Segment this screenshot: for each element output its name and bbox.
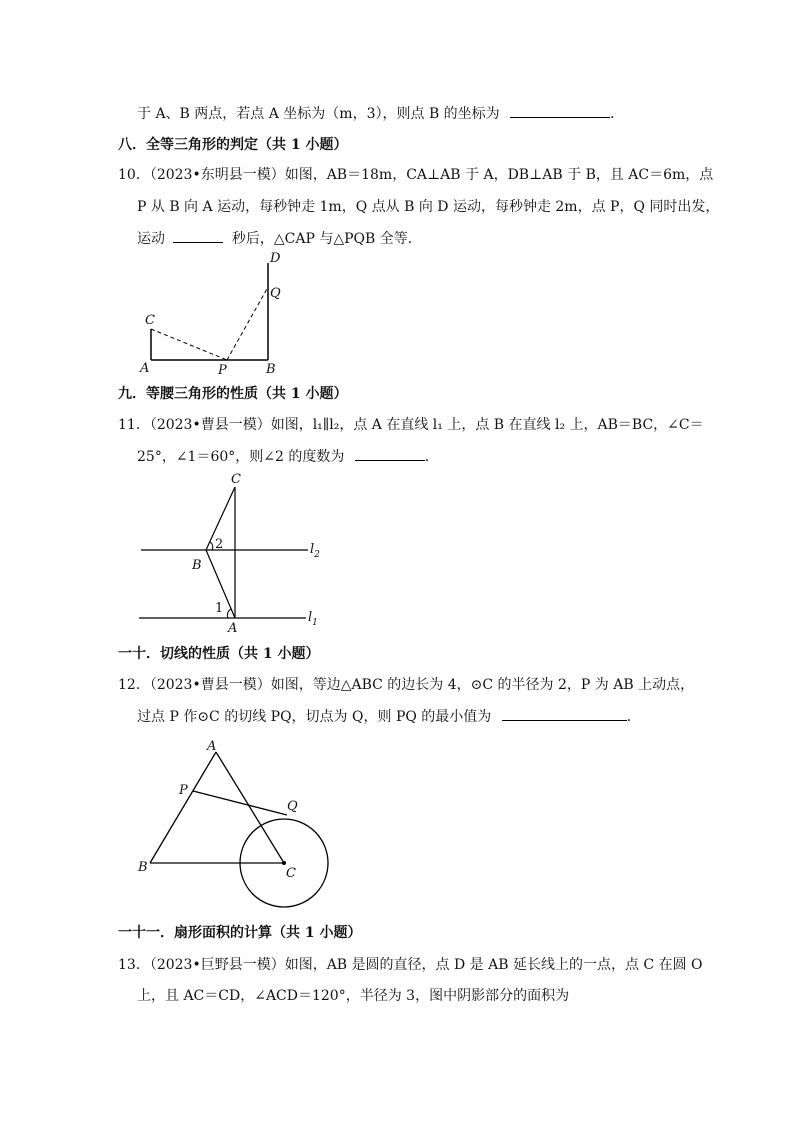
label-c: C [231,472,241,487]
label-c: C [286,866,296,881]
label-a: A [228,621,238,636]
label-angle-2: 2 [215,537,224,552]
question-11-line-2: 25°，∠1＝60°，则∠2 的度数为 ． [137,446,439,467]
segment-pq [193,791,287,815]
answer-blank[interactable] [355,446,425,461]
question-10-line-2: P 从 B 向 A 运动，每秒钟走 1m，Q 点从 B 向 D 运动，每秒钟走 2m，点 P，Q 同时出发， [137,199,720,215]
question-12-line-1: 12．（2023•曹县一模）如图，等边△ABC 的边长为 4，⊙C 的半径为 2，P 为 AB 上动点， [118,677,695,693]
label-b: B [266,362,276,377]
label-b: B [138,860,148,875]
question-9-tail: 于 A、B 两点，若点 A 坐标为（m，3），则点 B 的坐标为 ． [137,103,624,124]
question-13-line-1: 13．（2023•巨野县一模）如图，AB 是圆的直径，点 D 是 AB 延长线上的一点，点 C 在圆 O [118,957,703,973]
label-a: A [207,739,217,754]
label-d: D [270,251,281,266]
label-q: Q [270,286,281,301]
segment-ab [150,752,216,863]
section-heading-8: 八．全等三角形的判定（共 1 小题） [118,137,348,153]
label-l1: $l_1$ [308,610,318,628]
section-heading-10: 一十．切线的性质（共 1 小题） [118,646,320,662]
answer-blank[interactable] [502,706,627,721]
question-13-line-2: 上，且 AC＝CD，∠ACD＝120°，半径为 3，图中阴影部分的面积为 [137,988,570,1004]
label-l2: $l_2$ [310,542,320,560]
label-p: P [218,363,227,378]
segment-pq [227,287,268,360]
figure-q10 [139,251,281,378]
question-10-line-1: 10．（2023•东明县一模）如图，AB＝18m，CA⊥AB 于 A，DB⊥AB 于 B，且 AC＝6m，点 [118,167,714,183]
label-angle-1: 1 [215,601,224,616]
figure-q11 [139,472,320,636]
center-c-dot [282,861,286,865]
question-12-text: 过点 P 作⊙C 的切线 PQ，切点为 Q，则 PQ 的最小值为 [137,709,492,725]
label-q: Q [287,799,298,814]
question-11-text: 25°，∠1＝60°，则∠2 的度数为 [137,449,345,465]
figure-q12 [137,739,328,907]
label-p: P [179,783,188,798]
label-b: B [192,558,202,573]
label-a: A [140,361,150,376]
segment-ac [216,752,284,863]
question-10-text-a: 运动 [137,231,165,247]
question-12-line-2: 过点 P 作⊙C 的切线 PQ，切点为 Q，则 PQ 的最小值为 ． [137,706,641,727]
section-heading-9: 九．等腰三角形的性质（共 1 小题） [118,386,348,402]
label-c: C [145,313,155,328]
angle-2-arc [210,542,213,550]
angle-1-arc [227,609,231,618]
segment-cp [151,329,227,360]
question-11-line-1: 11．（2023•曹县一模）如图，l₁∥l₂，点 A 在直线 l₁ 上，点 B 在直线 l₂ 上，AB＝BC，∠C＝ [118,417,704,433]
question-9-text: 于 A、B 两点，若点 A 坐标为（m，3），则点 B 的坐标为 [137,106,500,122]
question-10-text-b: 秒后，△CAP 与△PQB 全等． [231,231,422,247]
section-heading-11: 一十一．扇形面积的计算（共 1 小题） [118,925,362,941]
